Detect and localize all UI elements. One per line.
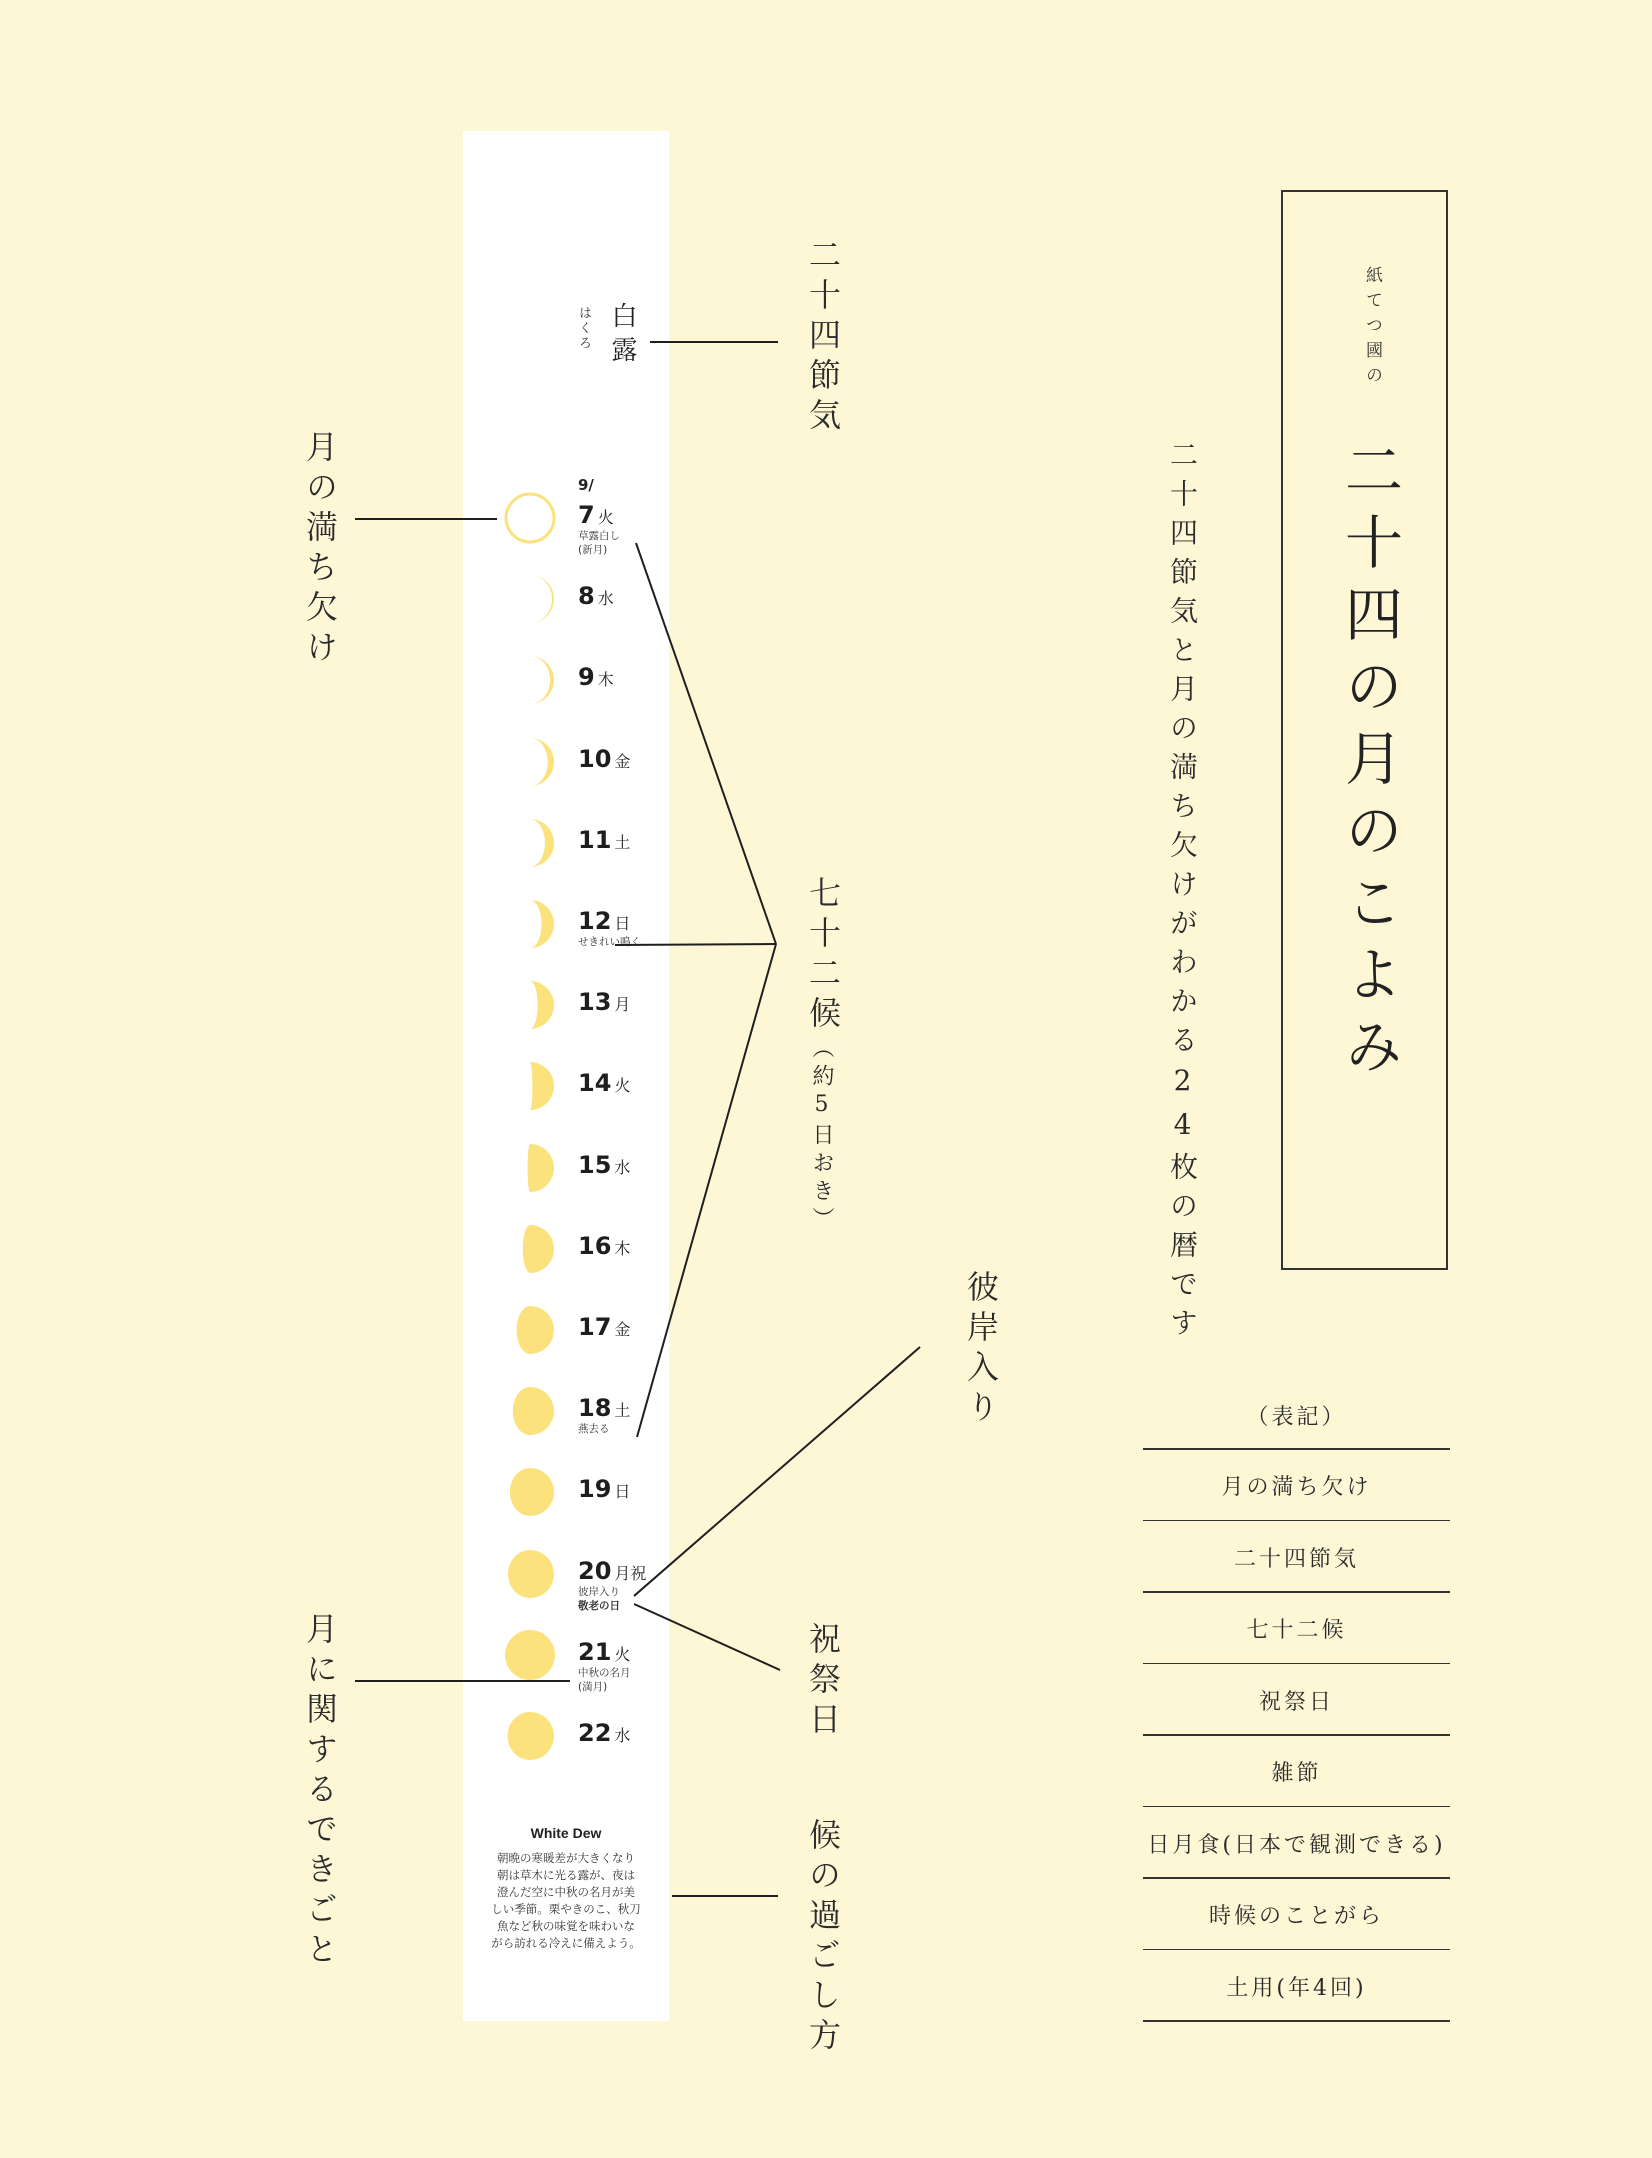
day-number: 10 [578,744,612,773]
legend-item: 二十四節気 [1233,1546,1359,1572]
label-shichijuni-ko-sub: （約5日おき） [809,1036,834,1235]
weekday: 土 [614,832,631,852]
legend-item: 七十二候 [1246,1618,1347,1643]
weekday: 日 [614,914,631,933]
day-note: 草露白し [578,530,620,542]
legend-heading: （表記） [1246,1405,1347,1430]
weekday: 木 [614,1238,631,1258]
legend-item: 雑節 [1271,1761,1322,1786]
weekday: 水 [614,1157,631,1177]
weekday: 月祝 [614,1563,647,1583]
day-number: 21 [578,1637,612,1666]
label-moon-events: 月に関するできごと [301,1612,339,1972]
day-number: 20 [578,1556,612,1585]
day-number: 19 [578,1475,612,1504]
english-title: White Dew [530,1825,602,1841]
line-ko-3 [637,944,776,1437]
description-line: しい季節。栗やきのこ、秋刀 [491,1902,641,1916]
day-number: 22 [578,1719,612,1747]
title-main: 二十四の月のこよみ [1335,440,1403,1088]
sekki-reading: はくろ [576,306,591,351]
day-number: 16 [578,1231,612,1260]
tagline: 二十四節気と月の満ち欠けがわかる24枚の暦です [1166,440,1199,1347]
weekday: 水 [614,1726,631,1745]
day-number: 13 [578,988,612,1017]
day-number: 15 [578,1150,612,1179]
weekday: 火 [597,508,614,527]
label-how-to-spend: 候の過ごし方 [804,1818,842,2058]
legend-rule [1143,1663,1450,1665]
legend-rule [1143,1877,1450,1879]
legend-item: 祝祭日 [1258,1689,1334,1715]
day-note: (満月) [578,1680,608,1693]
legend-item: 土用(年4回) [1226,1975,1367,2001]
legend-item: 日月食(日本で観測できる) [1147,1832,1446,1858]
sekki-name: 白露 [607,302,637,370]
day-note: 中秋の名月 [578,1666,631,1679]
day-number: 9 [578,663,595,692]
day-number: 7 [578,501,595,529]
legend-rule [1143,1520,1450,1522]
day-number: 14 [578,1069,612,1098]
legend-rule [1143,1734,1450,1736]
label-shichijuni-ko: 七十二候 [804,876,842,1036]
label-nijushi-sekki: 二十四節気 [804,238,842,438]
day-number: 12 [578,907,612,935]
legend-rule [1143,1949,1450,1951]
description-line: 魚など秋の味覚を味わいな [497,1919,635,1933]
day-number: 17 [578,1313,612,1341]
weekday: 金 [614,751,631,771]
day-note: 彼岸入り [578,1585,620,1598]
day-note: せきれい鳴く [578,936,641,948]
legend-rule [1143,2020,1450,2022]
weekday: 月 [614,995,631,1015]
line-higan [634,1347,920,1596]
label-moon-phase: 月の満ち欠け [301,430,339,670]
day-note: 敬老の日 [578,1599,620,1612]
legend-item: 時候のことがら [1208,1904,1384,1929]
legend-rule [1143,1591,1450,1593]
day-note: 燕去る [578,1423,610,1436]
day-number: 11 [578,825,612,854]
month-label: 9/ [578,476,594,494]
label-holiday: 祝祭日 [804,1622,842,1742]
description-line: 朝晩の寒暖差が大きくなり [497,1851,635,1865]
weekday: 火 [614,1076,631,1096]
description-line: 朝は草木に光る露が、夜は [497,1868,635,1882]
line-ko-2 [615,944,776,945]
legend-rule [1143,1806,1450,1808]
day-number: 18 [578,1394,612,1423]
line-holiday [634,1604,780,1670]
weekday: 木 [597,670,614,690]
day-note: (新月) [578,544,608,557]
legend-rule [1143,1448,1450,1450]
day-number: 8 [578,582,595,611]
description-line: がら訪れる冷えに備えよう。 [491,1936,641,1950]
label-higan: 彼岸入り [962,1270,1000,1430]
description-line: 澄んだ空に中秋の名月が美 [497,1885,635,1899]
weekday: 水 [597,589,614,609]
weekday: 土 [614,1401,631,1421]
line-ko-1 [636,543,776,944]
weekday: 日 [614,1482,631,1502]
title-small: 紙てつ國の [1362,266,1382,391]
weekday: 金 [614,1320,631,1339]
weekday: 火 [614,1644,631,1664]
legend-item: 月の満ち欠け [1221,1475,1372,1500]
